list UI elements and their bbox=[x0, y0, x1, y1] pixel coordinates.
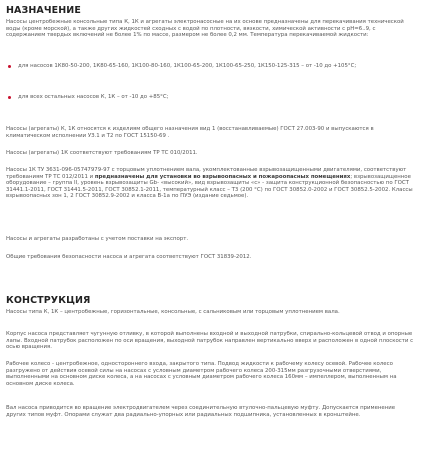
construction-p4-block bbox=[6, 405, 416, 418]
temperature-bullet-text: для насосов 1К80-50-200, 1К80-65-160, 1К100-80-160, 1К100-65-200, 1К100-65-250, 1К150-125-315 – от -10 до +105°С; bbox=[18, 63, 357, 69]
construction-p1: Насосы типа К, 1К – центробежные, горизонтальные, консольные, с сальниковым или торцовым уплотнением вала. bbox=[6, 309, 340, 315]
section-title-construction: КОНСТРУКЦИЯ bbox=[6, 295, 91, 306]
purpose-vid-block bbox=[6, 126, 416, 139]
purpose-export: Насосы и агрегаты разработаны с учетом поставки на экспорт. bbox=[6, 236, 189, 242]
section-title-purpose: НАЗНАЧЕНИЕ bbox=[6, 5, 81, 16]
ex-text-end: ; взрывозащищенное оборудование – группа II, уровень взрывозащиты Gb- «высокий», вид взрывозащиты «с» - защита конструкционной безопасностью по ГОСТ 31441.1-2011, ГОСТ 31441.5-2011, ГОСТ 30852.1-2011, температурный класс – Т3 (200 °С) по ГОСТ 30852.0-2002 и ГОСТ 30852.5-2002. Классы взрывоопасных зон 1, 2 ГОСТ 30852.9-2002 и класса В-1а по ПУЭ (издание седьмое). bbox=[6, 173, 413, 200]
purpose-ex-block bbox=[6, 167, 416, 200]
temperature-bullet-1-block bbox=[6, 63, 416, 70]
temperature-bullet-2-block bbox=[6, 94, 416, 101]
purpose-export-block bbox=[6, 236, 416, 243]
temperature-bullet-text: для всех остальных насосов К, 1К – от -10 до +85°С; bbox=[18, 94, 169, 100]
construction-p2: Корпус насоса представляет чугунную отливку, в которой выполнены входной и выходной патрубки, спирально-кольцевой отвод и опорные лапы. Входной патрубок расположен по оси вращения, выходной патрубок направлен вертикально вверх и расположен в одной плоскости с осью вращения. bbox=[6, 331, 414, 351]
construction-p3-block bbox=[6, 361, 416, 387]
temperature-list bbox=[6, 63, 416, 70]
ex-text-bold: предназначены для установки во взрывоопасных и пожароопасных помещениях bbox=[94, 173, 351, 180]
purpose-safety-block bbox=[6, 254, 416, 261]
construction-p3: Рабочее колесо - центробежное, одностороннего входа, закрытого типа. Подвод жидкости к рабочему колесу осевой. Рабочее колесо разгружено от действия осевой силы на насосах с условным диаметром рабочего колеса 200-315мм разгрузочными отверстиями, выполненными на основном диске колеса, а на насосах с условным диаметром рабочего колеса 160мм – импеллером, выполненным на основном диске колеса. bbox=[6, 361, 397, 387]
purpose-safety: Общие требования безопасности насоса и агрегата соответствуют ГОСТ 31839-2012. bbox=[6, 254, 252, 260]
purpose-vid: Насосы (агрегаты) К, 1К относятся к изделиям общего назначения вид 1 (восстанавливаемые) ГОСТ 27.003-90 и выпускаются в климатическом исполнении УЗ.1 и Т2 по ГОСТ 15150-69 . bbox=[6, 126, 374, 139]
red-dot-bullet-icon bbox=[8, 65, 11, 68]
construction-p4: Вал насоса приводится во вращение электродвигателем через соединительную втулочно-пальцевую муфту. Допускается применение других типов муфт. Опорами служат два радиально-упорных или радиальных подшипника, установленных в кронштейне. bbox=[6, 405, 396, 418]
purpose-tr-block bbox=[6, 150, 416, 157]
purpose-explosion-protection bbox=[6, 167, 416, 200]
ex-text-start: Насосы 1К ТУ 3631-096-05747979-97 с торцовым уплотнением вала, укомплектованные взрывозащищенными двигателями, соответствуют требованиям ТР ТС 012/2011 и bbox=[6, 167, 407, 180]
temperature-list-item bbox=[6, 63, 416, 70]
purpose-intro: Насосы центробежные консольные типа К, 1К и агрегаты электронасосные на их основе предназначены для перекачивания технической воды (кроме морской), а также других жидкостей сходных с водой по плотности, вязкости, химической активности с pH=6..9, с содержанием твердых включений не более 1% по массе, размером не более 0,2 мм. Температура перекачиваемой жидкости: bbox=[6, 19, 404, 39]
temperature-list-2 bbox=[6, 94, 416, 101]
purpose-intro-block bbox=[6, 19, 416, 39]
temperature-list-item bbox=[6, 94, 416, 101]
red-dot-bullet-icon bbox=[8, 96, 11, 99]
purpose-tr: Насосы (агрегаты) 1К соответствуют требованиям ТР ТС 010/2011. bbox=[6, 150, 198, 156]
construction-p2-block bbox=[6, 331, 416, 351]
construction-p1-block bbox=[6, 309, 416, 316]
